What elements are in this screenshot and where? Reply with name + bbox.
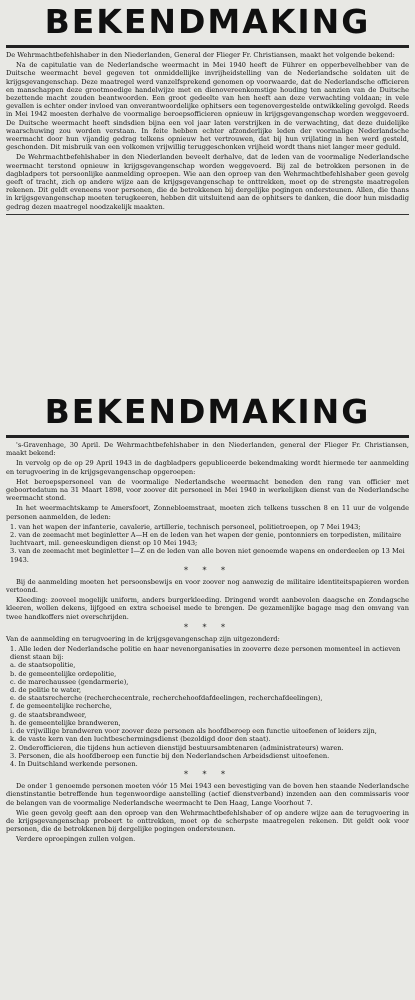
announcement-bottom [6,392,409,846]
announcement-top [6,2,409,218]
paragraph: In het weermachtskamp te Amersfoort, Zonnebloemstraat, moeten zich telkens tusschen 8 en 11 uur de volgende personen aanmelden, de leden: [6,504,409,521]
list-item: e. de staatsrecherche (recherchecentrale, recherchehoofdafdeelingen, recherchafdeelingen), [10,694,323,703]
list-item: 1. Alle leden der Nederlandsche politie en haar nevenorganisaties in zooverre deze personen momenteel in actieven dienst staan bij: [10,645,401,662]
paragraph: Het beroepspersoneel van de voormalige Nederlandsche weermacht beneden den rang van officier met geboortedatum na 31 Maart 1898, voor zoover dit personeel in Mei 1940 in werkelijken dienst van de Nederlandsche weermacht stond. [6,477,409,503]
headline-bottom: BEKENDMAKING [44,392,371,431]
intro-paragraph: 's-Gravenhage, 30 April. De Wehrmachtbefehlshaber in den Niederlanden, general der Flieger Fr. Christiansen, maakt bekend: [6,441,409,458]
divider [6,45,409,48]
separator: * * * [183,622,232,632]
list-item: 3. Personen, die als hoofdberoep een functie bij den Nederlandschen Arbeidsdienst uitoefenen. [10,751,330,760]
divider [6,435,409,438]
list-item: a. de staatsopolitie, [10,661,76,670]
divider [6,214,409,215]
list-item: c. de marechaussee (gendarmerie), [10,677,129,686]
paragraph: Bij de aanmelding moeten het persoonsbewijs en voor zoover nog aanwezig de militaire identiteitspapieren worden vertoond. [6,577,409,595]
paragraph: De Wehrmachtbefehlshaber in den Niederlanden beveelt derhalve, dat de leden van de voormalige Nederlandsche weermacht terstond opnieuw in krijgsgevangenschap worden weggevoerd. Bij zal de betrokken personen in de dagbladpers tot persoonlijke aanmelding oproepen. Wie aan den oproep van den Wehrmachtbefehlshaber geen gevolg geeft of tracht, zich op andere wijze aan de krijgsgevangenschap te onttrekken, moet op de strengste maatregelen rekenen. Dit geldt eveneens voor personen, die de betrokkenen bij dergelijke pogingen ondersteunen. Allen, die thans in krijgsgevangenschap moeten terugkeeren, hebben dit uitsluitend aan de ophitsers te danken, die door hun misdadig gedrag dezen maatregel noodzakelijk maakten. [6,153,409,211]
list-item: h. de gemeentelijke brandweren, [10,718,121,727]
list-item: 1. van het wapen der infanterie, cavalerie, artillerie, technisch personeel, politietroepen, op 7 Mei 1943; [10,522,361,531]
paragraph: De onder 1 genoemde personen moeten vóór 15 Mei 1943 een bevestiging van de boven hen staande Nederlandsche dienstinstantie betreffende hun tegenwoordige aanstelling (actief dienstverband) inzenden aan den commissaris voor de belangen van de voormalige Nederlandsche weermacht te Den Haag, Lange Voorhout 7. [6,782,409,807]
list-item: 2. Onderofficieren, die tijdens hun actieven dienstijd bestuursambtenaren (administrateurs) waren. [10,743,344,752]
headline-top: BEKENDMAKING [44,2,371,41]
paragraph: De Wehrmachtbefehlshaber in den Niederlanden, General der Flieger Fr. Christiansen, maakt het volgende bekend: [6,51,395,59]
list-item: 3. van de zeemacht met beginletter I—Z en de leden van alle boven niet genoemde wapens en onderdeelen op 13 Mei 1943. [10,547,405,564]
separator: * * * [183,770,232,780]
paragraph: Kleeding: zooveel mogelijk uniform, anders burgerkleeding. Dringend wordt aanbevolen daagsche en Zondagsche kleeren, wollen dekens, lijfgoed en extra schoeisel mede te brengen. De gezamenlijke bagage mag den omvang van twee handkoffers niet overschrijden. [6,596,409,621]
list-item: k. de vaste kern van den luchtbeschermingsdienst (bezoldigd door den staat). [10,735,271,744]
paragraph: Wie geen gevolg geeft aan den oproep van den Wehrmachtbefehlshaber of op andere wijze aan de terugvoering in de krijgsgevangenschap probeert te onttrekken, moet op de scherpste maatregelen rekenen. Dit geldt ook voor personen, die de betrokkenen bij dergelijke pogingen ondersteunen. [6,808,409,834]
list-item: i. de vrijwillige brandweren voor zoover deze personen als hoofdberoep een functie uitoefenen of leiders zijn, [10,727,377,736]
list-item: d. de politie te water, [10,686,82,695]
list-item: b. de gemeentelijke ordepolitie, [10,669,117,678]
list-item: 2. van de zeemacht met beginletter A—H en de leden van het wapen der genie, pontonniers en torpedisten, militaire luchtvaart, mil. geneeskundigen dienst op 10 Mei 1943; [10,531,402,548]
closing-line: Verdere oproepingen zullen volgen. [16,835,136,844]
paragraph: Van de aanmelding en terugvoering in de krijgsgevangenschap zijn uitgezonderd: [6,634,280,643]
list-item: g. de staatsbrandweer, [10,710,87,719]
separator: * * * [183,565,232,575]
list-item: 4. In Duitschland werkende personen. [10,759,138,768]
paragraph: In vervolg op de op 29 April 1943 in de dagbladpers gepubliceerde bekendmaking wordt hiermede ter aanmelding en terugvoering in de krijgsgevangenschap opgeroepen: [6,459,409,476]
paragraph: Na de capitulatie van de Nederlandsche weermacht in Mei 1940 heeft de Führer en opperbevelhebber van de Duitsche weermacht bevel gegeven tot onmiddellijke invrijheidstelling van de Nederlandsche soldaten uit de krijgsgevangenschap. Deze maatregel werd vanzelfsprekend genomen op voorwaarde, dat de Nederlandsche officieren en manschappen deze grootmoedige handelwijze met en dienovereenkomstige houding ten aanzien van de Duitsche bezettende macht zouden beantwoorden. Een groot gedeelte van hen heeft aan deze verwachting voldaan; in vele gevallen is echter onder invloed van onverantwoordelijke ophitsers een tegenovergestelde ontwikkeling gevolgd. Reeds in Mei 1942 moesten derhalve de voormalige beroepsofficieren opnieuw in krijgsgevangenschap worden weggevoerd. De Duitsche weermacht heeft sindsdien bijna een vol jaar laten verstrijken in de verwachting, dat deze duidelijke waarschuwing zou worden verstaan. In feite hebben echter afzonderlijke leden der voormalige Nederlandsche weermacht door hun vijandig gedrag telkens opnieuw het vertrouwen, dat bij hun vrijlating in hen werd gesteld, geschonden. Dit misbruik van een volkomen vrijwillig teruggeschonken vrijheid wordt thans niet langer meer geduld. [6,61,409,152]
list-item: f. de gemeentelijke recherche, [10,702,112,711]
